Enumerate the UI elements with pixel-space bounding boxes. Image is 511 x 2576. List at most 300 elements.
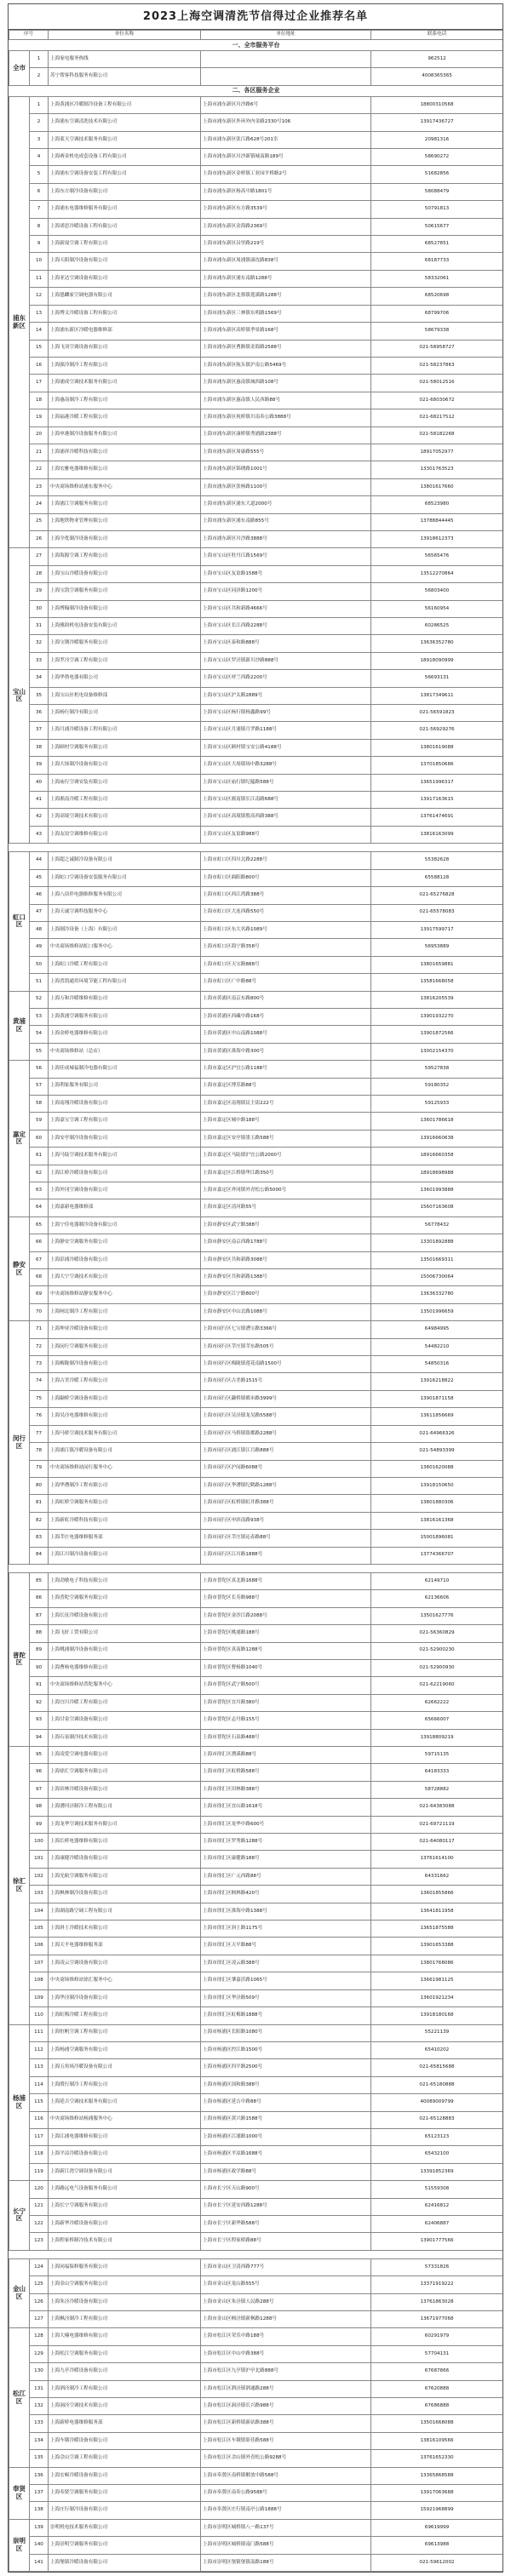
row-seq: 15 xyxy=(30,340,49,357)
company-address: 上海市徐汇区枫林路420号 xyxy=(201,1886,371,1903)
row-seq: 72 xyxy=(30,1338,49,1355)
table-row xyxy=(9,1303,503,1320)
phone-number: 13391852369 xyxy=(371,2163,503,2180)
company-name: 上海博翰制冷设备有限公司 xyxy=(49,600,201,617)
table-row xyxy=(9,1512,503,1529)
phone-number: 021-64080117 xyxy=(371,1834,503,1851)
company-address: 上海市宝山区牡丹江路1569号 xyxy=(201,548,371,565)
table-row xyxy=(9,991,503,1008)
table-row xyxy=(9,1095,503,1112)
table-body xyxy=(9,40,503,2572)
row-seq: 3 xyxy=(30,131,49,148)
row-seq: 61 xyxy=(30,1148,49,1165)
table-row xyxy=(9,2432,503,2449)
company-address: 上海市金山区卫清西路777号 xyxy=(201,2258,371,2275)
company-name: 上海宝山区机电设备维修部 xyxy=(49,687,201,704)
row-seq: 99 xyxy=(30,1816,49,1833)
row-seq: 67 xyxy=(30,1251,49,1268)
row-seq: 77 xyxy=(30,1425,49,1442)
row-seq: 39 xyxy=(30,757,49,774)
company-name: 中央商场维修站虹口服务中心 xyxy=(49,939,201,956)
company-name: 上海枫泾制冷工程有限公司 xyxy=(49,2311,201,2328)
company-address: 上海市杨浦区延吉中路88号 xyxy=(201,2094,371,2111)
company-name: 中央商场维修站闵行服务中心 xyxy=(49,1460,201,1477)
phone-number: 60286525 xyxy=(371,618,503,635)
row-seq: 27 xyxy=(30,548,49,565)
table-row xyxy=(9,809,503,826)
company-name: 上海浦祥冷暖科技有限公司 xyxy=(49,444,201,461)
company-name: 上海虹口空调设备安装服务有限公司 xyxy=(49,869,201,886)
row-seq: 45 xyxy=(30,869,49,886)
phone-number: 64331662 xyxy=(371,1868,503,1885)
phone-number: 59125933 xyxy=(371,1095,503,1112)
table-row xyxy=(9,1694,503,1711)
table-row xyxy=(9,496,503,513)
phone-number: 021-58182268 xyxy=(371,426,503,444)
row-seq: 126 xyxy=(30,2293,49,2310)
table-row xyxy=(9,1747,503,1764)
row-seq: 52 xyxy=(30,991,49,1008)
phone-number: 13901871158 xyxy=(371,1390,503,1407)
table-row xyxy=(9,1834,503,1851)
row-seq: 36 xyxy=(30,705,49,722)
company-name: 上海徐汇空调服务有限公司 xyxy=(49,1764,201,1781)
company-address: 上海市静安区共和新路3088号 xyxy=(201,1251,371,1268)
district-label: 松江区 xyxy=(9,2328,30,2467)
company-name: 上海凌爱空调电器有限公司 xyxy=(49,1747,201,1764)
section-gap xyxy=(9,1564,503,1572)
phone-number: 13371919222 xyxy=(371,2276,503,2293)
district-label: 杨浦区 xyxy=(9,2024,30,2181)
company-address: 上海市虹口区曲阳路800号 xyxy=(201,869,371,886)
phone-number: 65666007 xyxy=(371,1712,503,1729)
company-address xyxy=(201,68,371,85)
company-name: 上海宁佳电器制冷设备有限公司 xyxy=(49,1216,201,1234)
section-gap xyxy=(9,844,503,852)
phone-number: 13761863028 xyxy=(371,2293,503,2310)
company-address: 上海市宝山区同济路1200号 xyxy=(201,583,371,600)
company-address: 上海市徐汇区肇嘉浜路1065号 xyxy=(201,1972,371,1989)
company-address xyxy=(201,51,371,68)
company-address: 上海市黄浦区南京东路800号 xyxy=(201,991,371,1008)
table-row xyxy=(9,2198,503,2215)
company-address: 上海市宝山区庙行镇纪蕴路588号 xyxy=(201,774,371,791)
phone-number: 13901932270 xyxy=(371,1008,503,1025)
phone-number: 021-56591823 xyxy=(371,705,503,722)
phone-number: 021-69721119 xyxy=(371,1816,503,1833)
phone-number: 13901777566 xyxy=(371,2233,503,2250)
company-name: 上海雅韵机电设备安装有限公司 xyxy=(49,618,201,635)
table-row xyxy=(9,2363,503,2380)
phone-number: 51559308 xyxy=(371,2181,503,2198)
company-name: 上海平凉冷暖设备有限公司 xyxy=(49,2146,201,2163)
table-row xyxy=(9,1625,503,1642)
table-row xyxy=(9,2519,503,2536)
section-header xyxy=(9,40,503,51)
company-name: 上海长征冷暖设备有限公司 xyxy=(49,1607,201,1624)
table-row xyxy=(9,1903,503,1920)
row-seq: 123 xyxy=(30,2233,49,2250)
company-address: 上海市长宁区新华路588号 xyxy=(201,2215,371,2232)
phone-number: 021-65276828 xyxy=(371,887,503,904)
company-name: 上海全优制冷设备有限公司 xyxy=(49,530,201,547)
row-seq: 31 xyxy=(30,618,49,635)
company-address: 上海市金山区枫泾镇新枫路1288号 xyxy=(201,2311,371,2328)
table-row xyxy=(9,974,503,991)
phone-number: 021-59612002 xyxy=(371,2554,503,2571)
company-address: 上海市宝山区沪太路2889号 xyxy=(201,687,371,704)
table-header-row xyxy=(9,31,503,40)
phone-number: 65123123 xyxy=(371,2128,503,2145)
phone-number: 59715135 xyxy=(371,1747,503,1764)
table-row xyxy=(9,635,503,652)
table-row xyxy=(9,236,503,253)
phone-number: 62136606 xyxy=(371,1590,503,1607)
company-name: 上海惠南制冷工程有限公司 xyxy=(49,392,201,409)
row-seq: 113 xyxy=(30,2059,49,2076)
phone-number: 18918090999 xyxy=(371,652,503,669)
company-name: 上海宏顿冷暖设备有限公司 xyxy=(49,2467,201,2484)
company-name: 上海地铁物业管理有限公司 xyxy=(49,513,201,530)
company-name: 上海家电服务热线 xyxy=(49,51,201,68)
phone-number: 13816163099 xyxy=(371,826,503,843)
table-row xyxy=(9,1607,503,1624)
company-name: 中央商场维修站徐汇服务中心 xyxy=(49,1972,201,1989)
phone-number: 18917052977 xyxy=(371,444,503,461)
company-address: 上海市普陀区石泉路488号 xyxy=(201,1729,371,1746)
company-address: 上海市浦东新区浦东南路1288号 xyxy=(201,270,371,287)
company-name: 上海恒帆空调工程有限公司 xyxy=(49,2024,201,2041)
company-address: 上海市静安区共和新路1388号 xyxy=(201,1269,371,1286)
table-row xyxy=(9,618,503,635)
phone-number: 58332061 xyxy=(371,270,503,287)
row-seq: 117 xyxy=(30,2128,49,2145)
phone-number: 021-65180888 xyxy=(371,2076,503,2093)
company-address: 上海市浦东新区外环外内金路2330号106 xyxy=(201,114,371,131)
row-seq: 121 xyxy=(30,2198,49,2215)
phone-number: 18916660358 xyxy=(371,1148,503,1165)
row-seq: 96 xyxy=(30,1764,49,1781)
company-name: 上海浦成空调技术服务有限公司 xyxy=(49,375,201,392)
table-row xyxy=(9,1182,503,1199)
table-row xyxy=(9,1113,503,1130)
company-address: 上海市奉贤区南桥镇解放中路588号 xyxy=(201,2467,371,2484)
section-header xyxy=(9,85,503,96)
row-seq: 4 xyxy=(30,149,49,166)
table-row xyxy=(9,1148,503,1165)
company-name: 上海南翔冷暖设备有限公司 xyxy=(49,1095,201,1112)
company-address: 上海市松江区中山中路388号 xyxy=(201,2345,371,2362)
row-seq: 104 xyxy=(30,1903,49,1920)
phone-number: 13774366707 xyxy=(371,1547,503,1564)
phone-number: 57331826 xyxy=(371,2258,503,2275)
company-name: 上海飞轩工贸有限公司 xyxy=(49,1625,201,1642)
row-seq: 135 xyxy=(30,2450,49,2467)
company-address: 上海市浦东新区杨高中路1801号 xyxy=(201,183,371,200)
company-name: 上海新虹冷暖科技有限公司 xyxy=(49,1512,201,1529)
table-row xyxy=(9,2537,503,2554)
row-seq: 101 xyxy=(30,1851,49,1868)
row-seq: 112 xyxy=(30,2041,49,2058)
company-address: 上海市浦东新区昌里路219号 xyxy=(201,236,371,253)
table-row xyxy=(9,288,503,305)
row-seq: 65 xyxy=(30,1216,49,1234)
row-seq: 68 xyxy=(30,1269,49,1286)
row-seq: 103 xyxy=(30,1886,49,1903)
table-row xyxy=(9,1321,503,1338)
company-name: 上海罗泾空调工程有限公司 xyxy=(49,652,201,669)
phone-number: 021-64966326 xyxy=(371,1425,503,1442)
district-label: 长宁区 xyxy=(9,2181,30,2251)
company-address: 上海市浦东新区航头镇沪南公路5469号 xyxy=(201,357,371,374)
row-seq: 127 xyxy=(30,2311,49,2328)
row-seq: 133 xyxy=(30,2415,49,2432)
company-address: 上海市松江区荣乐中路188号 xyxy=(201,2328,371,2345)
company-name: 上海康健冷暖设备有限公司 xyxy=(49,1851,201,1868)
row-seq: 78 xyxy=(30,1443,49,1460)
company-address: 上海市闵行区吴泾镇龙吴路5588号 xyxy=(201,1408,371,1425)
row-seq: 115 xyxy=(30,2094,49,2111)
company-name: 上海朱泾冷暖设备有限公司 xyxy=(49,2293,201,2310)
phone-number: 56778432 xyxy=(371,1216,503,1234)
table-row xyxy=(9,253,503,270)
company-address: 上海市徐汇区凌云路388号 xyxy=(201,1955,371,1972)
row-seq: 82 xyxy=(30,1512,49,1529)
company-address: 上海市徐汇区斜土路1175号 xyxy=(201,1921,371,1938)
company-name: 上海八佰伴电器维修服务有限公司 xyxy=(49,887,201,904)
row-seq: 132 xyxy=(30,2398,49,2415)
table-row xyxy=(9,565,503,582)
company-name: 上海大宁空调技术有限公司 xyxy=(49,1269,201,1286)
row-seq: 140 xyxy=(30,2537,49,2554)
table-row xyxy=(9,218,503,235)
row-seq: 114 xyxy=(30,2076,49,2093)
company-address: 上海市宝山区杨行镇杨鑫路99号 xyxy=(201,705,371,722)
table-row xyxy=(9,869,503,886)
phone-number: 021-52900230 xyxy=(371,1642,503,1659)
row-seq: 46 xyxy=(30,887,49,904)
company-name: 上海车墩冷暖设备有限公司 xyxy=(49,2432,201,2449)
company-address: 上海市宝山区泰和路888号 xyxy=(201,635,371,652)
table-row xyxy=(9,2398,503,2415)
row-seq: 37 xyxy=(30,722,49,739)
phone-number: 51682856 xyxy=(371,166,503,183)
phone-number: 13301763523 xyxy=(371,461,503,478)
company-address: 上海市黄浦区西藏中路168号 xyxy=(201,1008,371,1025)
company-name: 上海虹口冷暖工程有限公司 xyxy=(49,956,201,973)
phone-number: 021-52900930 xyxy=(371,1659,503,1676)
phone-number: 15607163608 xyxy=(371,1199,503,1216)
row-seq: 107 xyxy=(30,1955,49,1972)
row-seq: 18 xyxy=(30,392,49,409)
phone-number: 69619999 xyxy=(371,2519,503,2536)
company-address: 上海市静安区南京西路1788号 xyxy=(201,1234,371,1251)
company-address: 上海市宝山区月浦镇月罗路1188号 xyxy=(201,722,371,739)
company-name: 上海马桥空调技术服务有限公司 xyxy=(49,1425,201,1442)
table-row xyxy=(9,426,503,444)
phone-number: 58088479 xyxy=(371,183,503,200)
table-row xyxy=(9,1712,503,1729)
row-seq: 53 xyxy=(30,1008,49,1025)
company-name: 上海浦东空调设备安装工程有限公司 xyxy=(49,166,201,183)
row-seq: 2 xyxy=(30,114,49,131)
phone-number: 021-58958727 xyxy=(371,340,503,357)
table-row xyxy=(9,409,503,426)
table-row xyxy=(9,375,503,392)
row-seq: 26 xyxy=(30,530,49,547)
row-seq: 120 xyxy=(30,2181,49,2198)
phone-number: 56693131 xyxy=(371,670,503,687)
company-address: 上海市闵行区虹桥镇虹井路388号 xyxy=(201,1495,371,1512)
company-address: 上海市虹口区海宁路358号 xyxy=(201,939,371,956)
row-seq: 86 xyxy=(30,1590,49,1607)
company-name: 上海华勃电器有限公司 xyxy=(49,670,201,687)
row-seq: 43 xyxy=(30,826,49,843)
company-address: 上海市杨浦区黄兴路1588号 xyxy=(201,2111,371,2128)
row-seq: 55 xyxy=(30,1043,49,1060)
company-address: 上海市松江区洞泾镇长兴路988号 xyxy=(201,2398,371,2415)
row-seq: 58 xyxy=(30,1095,49,1112)
row-seq: 57 xyxy=(30,1078,49,1095)
district-label: 徐汇区 xyxy=(9,1747,30,2025)
table-row xyxy=(9,887,503,904)
company-name: 上海光航空调服务有限公司 xyxy=(49,1868,201,1885)
phone-number: 13501627776 xyxy=(371,1607,503,1624)
table-row xyxy=(9,2007,503,2024)
phone-number: 13501669311 xyxy=(371,1251,503,1268)
row-seq: 50 xyxy=(30,956,49,973)
phone-number: 13801659881 xyxy=(371,956,503,973)
phone-number: 59180352 xyxy=(371,1078,503,1095)
company-address: 上海市普陀区真北路1688号 xyxy=(201,1572,371,1589)
phone-number: 13636332780 xyxy=(371,1286,503,1303)
phone-number: 13901872566 xyxy=(371,1026,503,1043)
company-name: 上海嘉宝空调工程有限公司 xyxy=(49,1113,201,1130)
table-row xyxy=(9,792,503,809)
section-title: 二、各区服务企业 xyxy=(9,85,503,96)
company-address: 上海市奉贤区南奉公路9588号 xyxy=(201,2485,371,2502)
phone-number: 021-56929276 xyxy=(371,722,503,739)
row-seq: 97 xyxy=(30,1781,49,1798)
row-seq: 130 xyxy=(30,2363,49,2380)
company-address: 上海市杨浦区四平路2500号 xyxy=(201,2059,371,2076)
company-address: 上海市宝山区呼兰西路2200号 xyxy=(201,670,371,687)
company-name: 上海枫林制冷设备有限公司 xyxy=(49,1886,201,1903)
table-row xyxy=(9,201,503,218)
company-address: 上海市松江区九亭镇沪亭北路888号 xyxy=(201,2363,371,2380)
company-name: 上海斜土冷暖技术有限公司 xyxy=(49,1921,201,1938)
company-name: 上海福港冷暖工程有限公司 xyxy=(49,409,201,426)
company-address: 上海市浦东新区祝桥镇川南奉公路3888号 xyxy=(201,409,371,426)
table-row xyxy=(9,1026,503,1043)
phone-number: 021-54893399 xyxy=(371,1443,503,1460)
phone-number: 67686888 xyxy=(371,2398,503,2415)
company-name: 上海虹桥空调服务有限公司 xyxy=(49,1495,201,1512)
row-seq: 48 xyxy=(30,921,49,938)
company-name: 上海东方制冷设备有限公司 xyxy=(49,183,201,200)
company-name: 中央商场维修站（总店） xyxy=(49,1043,201,1060)
row-seq: 64 xyxy=(30,1199,49,1216)
company-name: 上海堡镇冷暖设备有限公司 xyxy=(49,2554,201,2571)
table-row xyxy=(9,739,503,756)
phone-number: 55382628 xyxy=(371,852,503,869)
table-row xyxy=(9,1199,503,1216)
phone-number: 021-68217512 xyxy=(371,409,503,426)
row-seq: 139 xyxy=(30,2519,49,2536)
company-address: 上海市浦东新区金桥镇工业园平桥路2号 xyxy=(201,166,371,183)
company-name: 上海漕河泾制冷工程有限公司 xyxy=(49,1799,201,1816)
table-row xyxy=(9,1886,503,1903)
table-row xyxy=(9,1216,503,1234)
company-address: 上海市嘉定区安亭镇墨玉路588号 xyxy=(201,1130,371,1147)
company-address: 上海市普陀区长寿路988号 xyxy=(201,1590,371,1607)
table-row xyxy=(9,2467,503,2484)
table-row xyxy=(9,2311,503,2328)
row-seq: 11 xyxy=(30,270,49,287)
company-name: 上海静安空调服务有限公司 xyxy=(49,1234,201,1251)
row-seq: 95 xyxy=(30,1747,49,1764)
company-name: 上海石泉制冷技术有限公司 xyxy=(49,1729,201,1746)
company-address: 上海市崇明区城桥镇南门路588号 xyxy=(201,2537,371,2554)
phone-number: 68523980 xyxy=(371,496,503,513)
row-seq: 56 xyxy=(30,1061,49,1078)
company-name: 中央商场维修站静安服务中心 xyxy=(49,1286,201,1303)
phone-number: 67687866 xyxy=(371,2363,503,2380)
company-name: 上海大场制冷设备有限公司 xyxy=(49,757,201,774)
row-seq: 138 xyxy=(30,2502,49,2519)
row-seq: 73 xyxy=(30,1356,49,1373)
company-name: 上海湖南路空调工程有限公司 xyxy=(49,1903,201,1920)
phone-number: 021-65578083 xyxy=(371,904,503,921)
district-label: 静安区 xyxy=(9,1216,30,1320)
phone-number: 62406887 xyxy=(371,2215,503,2232)
company-address: 上海市闵行区莘庄镇沁春路88号 xyxy=(201,1530,371,1547)
row-seq: 118 xyxy=(30,2146,49,2163)
phone-number: 13918150650 xyxy=(371,1477,503,1494)
company-address: 上海市闵行区江川路1888号 xyxy=(201,1547,371,1564)
phone-number: 13801768086 xyxy=(371,1955,503,1972)
company-address: 上海市浦东新区周康路555号 xyxy=(201,444,371,461)
row-seq: 21 xyxy=(30,444,49,461)
district-label: 嘉定区 xyxy=(9,1061,30,1217)
company-name: 上海马陆空调技术服务有限公司 xyxy=(49,1148,201,1165)
row-seq: 134 xyxy=(30,2432,49,2449)
row-seq: 10 xyxy=(30,253,49,270)
row-seq: 108 xyxy=(30,1972,49,1989)
company-name: 上海强冷制冷工程有限公司 xyxy=(49,357,201,374)
table-row xyxy=(9,904,503,921)
phone-number: 68527851 xyxy=(371,236,503,253)
table-row xyxy=(9,1043,503,1060)
table-row xyxy=(9,1460,503,1477)
table-row xyxy=(9,2293,503,2310)
company-name: 上海博文冷暖设备工程有限公司 xyxy=(49,305,201,322)
table-row xyxy=(9,1781,503,1798)
company-name: 上海申港制冷设备服务有限公司 xyxy=(49,426,201,444)
company-name: 上海外冈空调设备有限公司 xyxy=(49,1182,201,1199)
phone-number: 20981316 xyxy=(371,131,503,148)
phone-number: 13917063688 xyxy=(371,2485,503,2502)
company-address: 上海市普陀区真南路1288号 xyxy=(201,1642,371,1659)
row-seq: 100 xyxy=(30,1834,49,1851)
table-row xyxy=(9,939,503,956)
company-address: 上海市嘉定区清河路55号 xyxy=(201,1199,371,1216)
row-seq: 35 xyxy=(30,687,49,704)
phone-number: 13917163615 xyxy=(371,792,503,809)
phone-number: 54850316 xyxy=(371,1356,503,1373)
company-name: 上海杨行制冷有限公司 xyxy=(49,705,201,722)
phone-number: 13512270864 xyxy=(371,565,503,582)
